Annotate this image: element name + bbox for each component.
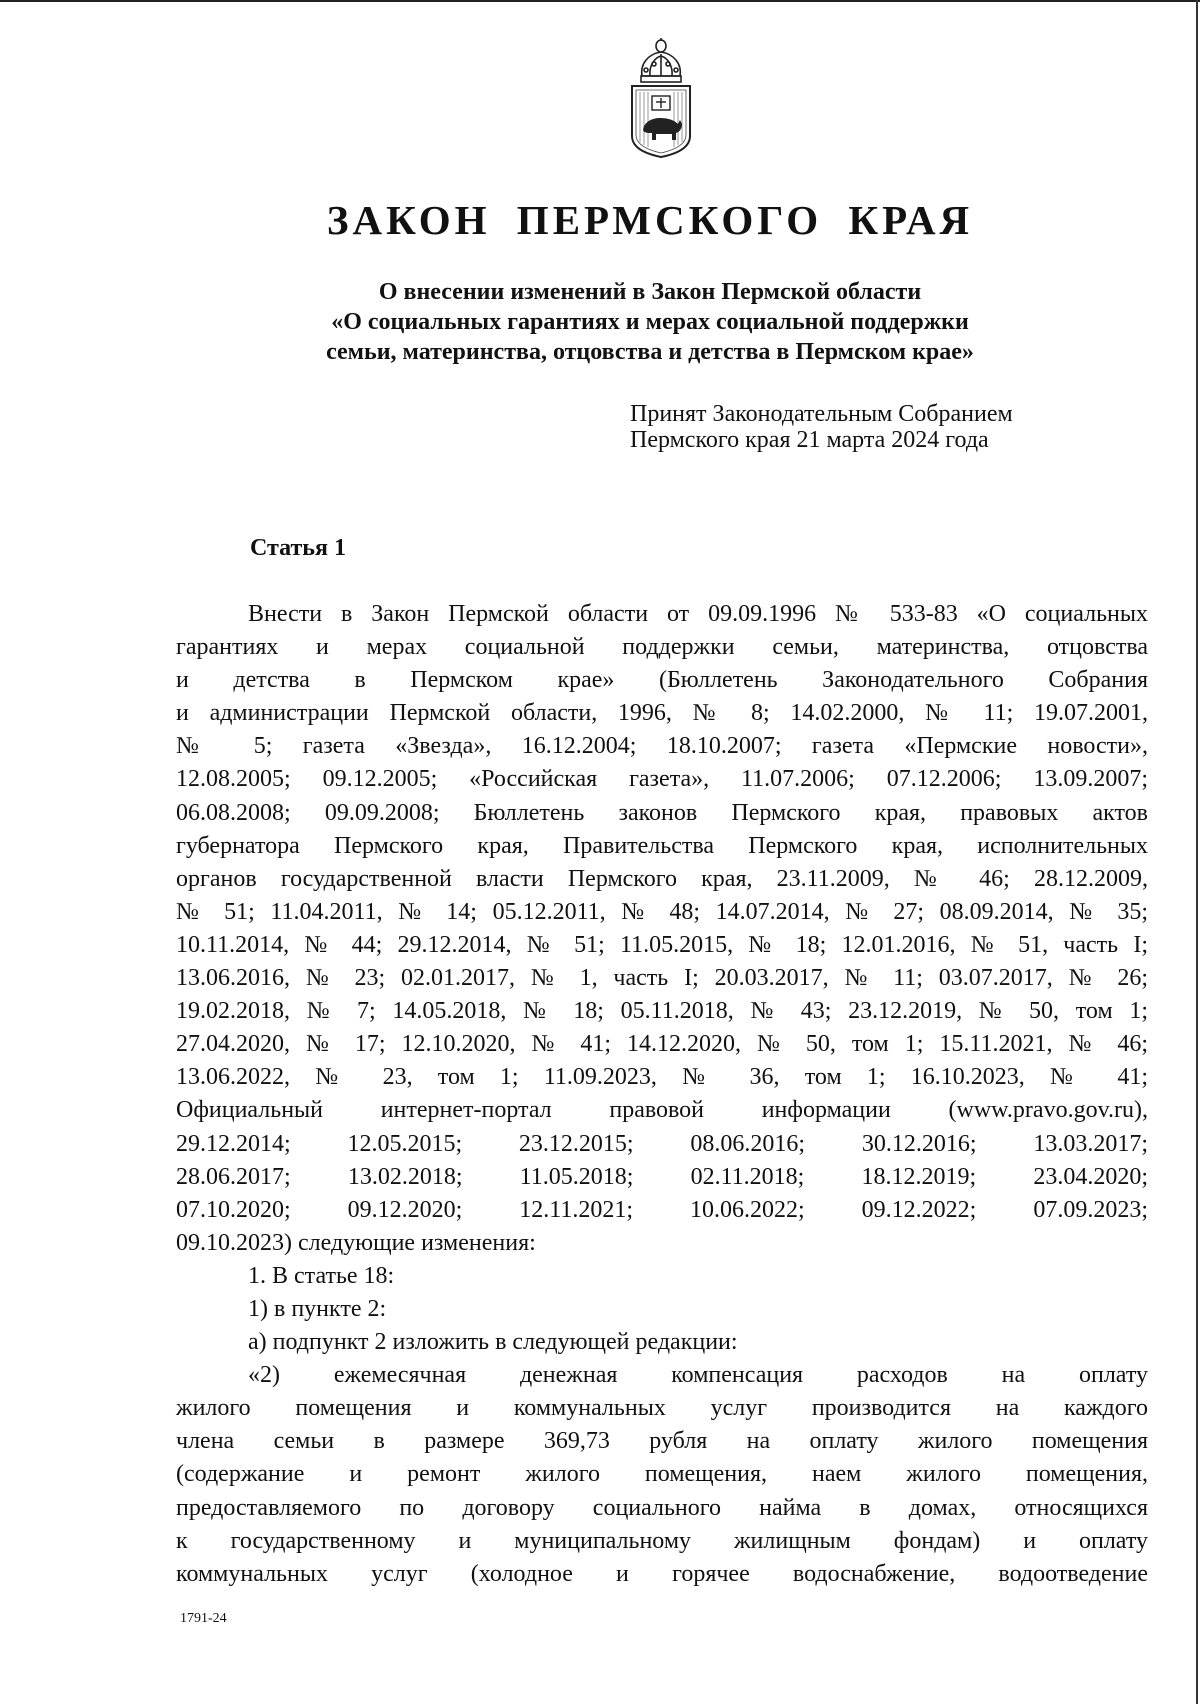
page-top-border [0,0,1200,2]
document-code: 1791-24 [180,1611,227,1626]
list-item: 1) в пункте 2: [248,1295,387,1322]
text-line: гарантиях и мерах социальной поддержки семьи, материнства, отцовства [176,634,1148,661]
text-line: 06.08.2008; 09.09.2008; Бюллетень законов Пермского края, правовых актов [176,799,1148,826]
list-item: а) подпункт 2 изложить в следующей редакции: [248,1329,738,1356]
text-line: коммунальных услуг (холодное и горячее водоснабжение, водоотведение [176,1560,1148,1587]
text-line: 10.11.2014, № 44; 29.12.2014, № 51; 11.05.2015, № 18; 12.01.2016, № 51, часть I; [176,931,1148,958]
adoption-line: Пермского края 21 марта 2024 года [630,427,989,453]
text-line: 07.10.2020; 09.12.2020; 12.11.2021; 10.06.2022; 09.12.2022; 07.09.2023; [176,1196,1148,1223]
text-line: 12.08.2005; 09.12.2005; «Российская газета», 11.07.2006; 07.12.2006; 13.09.2007; [176,766,1148,793]
text-line: 28.06.2017; 13.02.2018; 11.05.2018; 02.11.2018; 18.12.2019; 23.04.2020; [176,1163,1148,1190]
subtitle-line: «О социальных гарантиях и мерах социальной поддержки [331,309,969,335]
text-line: 13.06.2016, № 23; 02.01.2017, № 1, часть I; 20.03.2017, № 11; 03.07.2017, № 26; [176,965,1148,992]
article-body [176,598,1148,1591]
text-line: члена семьи в размере 369,73 рубля на оплату жилого помещения [176,1428,1148,1455]
text-line: органов государственной власти Пермского края, 23.11.2009, № 46; 28.12.2009, [176,865,1148,892]
text-line: губернатора Пермского края, Правительства Пермского края, исполнительных [176,832,1148,859]
list-item: 1. В статье 18: [248,1262,395,1289]
page-right-border [1196,0,1198,1704]
text-line: 09.10.2023) следующие изменения: [176,1229,536,1256]
text-line: «2) ежемесячная денежная компенсация расходов на оплату [248,1362,1148,1389]
text-line: и детства в Пермском крае» (Бюллетень Законодательного Собрания [176,667,1148,694]
text-line: Официальный интернет-портал правовой информации (www.pravo.gov.ru), [176,1097,1148,1124]
document-subtitle [0,277,1200,367]
text-line: предоставляемого по договору социального найма в домах, относящихся [176,1494,1148,1521]
subtitle-line: О внесении изменений в Закон Пермской области [378,279,922,305]
text-line: к государственному и муниципальному жилищным фондам) и оплату [176,1527,1148,1554]
text-line: 19.02.2018, № 7; 14.05.2018, № 18; 05.11.2018, № 43; 23.12.2019, № 50, том 1; [176,998,1148,1025]
document-title: ЗАКОН ПЕРМСКОГО КРАЯ [326,197,974,243]
text-line: № 5; газета «Звезда», 16.12.2004; 18.10.2007; газета «Пермские новости», [176,733,1148,760]
coat-of-arms-icon [626,36,696,158]
text-line: Внести в Закон Пермской области от 09.09.1996 № 533-83 «О социальных [248,601,1148,627]
text-line: и администрации Пермской области, 1996, № 8; 14.02.2000, № 11; 19.07.2001, [176,700,1148,727]
text-line: 27.04.2020, № 17; 12.10.2020, № 41; 14.12.2020, № 50, том 1; 15.11.2021, № 46; [176,1031,1148,1058]
text-line: (содержание и ремонт жилого помещения, наем жилого помещения, [176,1461,1148,1488]
adoption-line: Принят Законодательным Собранием [630,401,1013,427]
text-line: № 51; 11.04.2011, № 14; 05.12.2011, № 48; 14.07.2014, № 27; 08.09.2014, № 35; [176,898,1148,925]
article-heading: Статья 1 [250,535,346,561]
text-line: 29.12.2014; 12.05.2015; 23.12.2015; 08.06.2016; 30.12.2016; 13.03.2017; [176,1130,1148,1157]
subtitle-line: семьи, материнства, отцовства и детства в Пермском крае» [326,339,974,365]
text-line: 13.06.2022, № 23, том 1; 11.09.2023, № 36, том 1; 16.10.2023, № 41; [176,1064,1148,1091]
adoption-note [630,401,1013,453]
text-line: жилого помещения и коммунальных услуг производится на каждого [176,1395,1148,1422]
